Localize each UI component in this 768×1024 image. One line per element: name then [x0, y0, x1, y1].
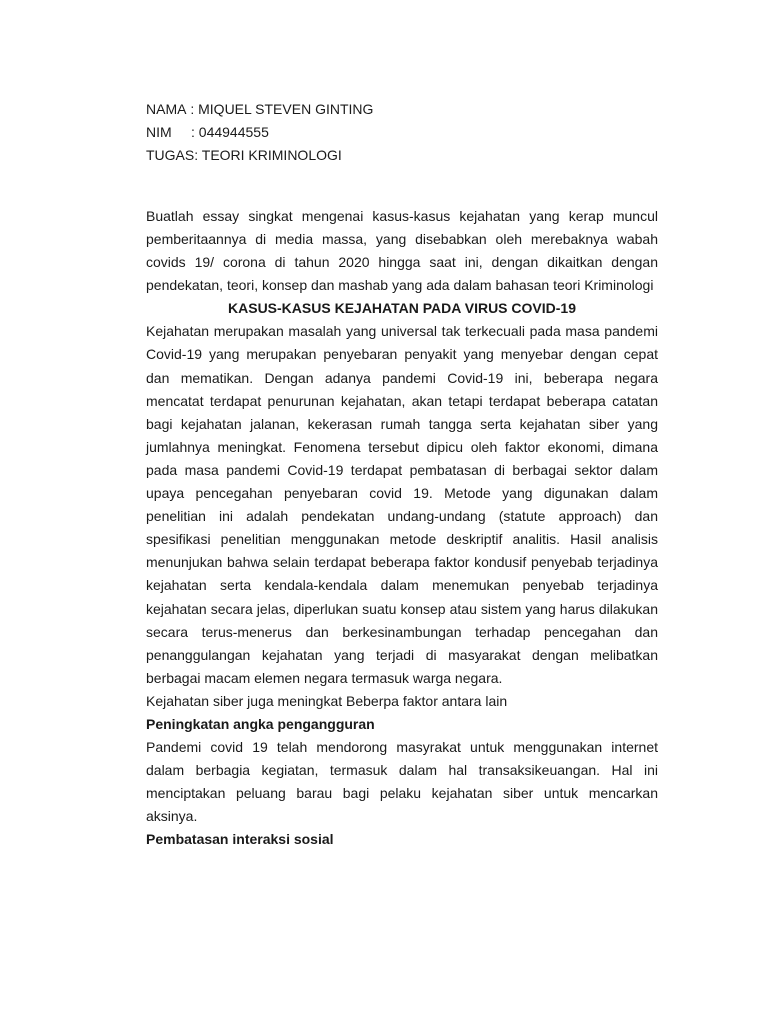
nim-label: NIM: [146, 124, 172, 140]
nama-label: NAMA: [146, 101, 187, 117]
student-info-header: [146, 98, 658, 167]
essay-paragraph-3: Pandemi covid 19 telah mendorong masyrakat untuk menggunakan internet dalam berbagia kegiatan, termasuk dalam hal transaksikeuangan. Hal ini menciptakan peluang barau bagi pelaku kejahatan siber untuk mencarkan aksinya.: [146, 738, 658, 825]
essay-paragraph-1: Kejahatan merupakan masalah yang universal tak terkecuali pada masa pandemi Covid-19 yang merupakan penyebaran penyakit yang menyebar dengan cepat dan mematikan. Dengan adanya pandemi Covid-19 ini, beberapa negara mencatat terdapat penurunan kejahatan, akan tetapi terdapat beberapa catatan bagi kejahatan jalanan, kekerasan rumah tangga serta kejahatan siber yang jumlahnya meningkat. Fenomena tersebut dipicu oleh faktor ekonomi, dimana pada masa pandemi Covid-19 terdapat pembatasan di berbagai sektor dalam upaya pencegahan penyebaran covid 19. Metode yang digunakan dalam penelitian ini adalah pendekatan undang-undang (statute approach) dan spesifikasi penelitian menggunakan metode deskriptif analitis. Hasil analisis menunjukan bahwa selain terdapat beberapa faktor kondusif penyebab terjadinya kejahatan serta kendala-kendala dalam menemukan penyebab terjadinya kejahatan secara jelas, diperlukan suatu konsep atau sistem yang harus dilakukan secara terus-menerus dan berkesinambungan terhadap pencegahan dan penanggulangan kejahatan yang terjadi di masyarakat dengan melibatkan berbagai macam elemen negara termasuk warga negara.: [146, 323, 658, 686]
subheading-unemployment: Peningkatan angka pengangguran: [146, 715, 375, 732]
tugas-label: TUGAS:: [146, 147, 199, 163]
nim-line: [146, 121, 658, 144]
nama-line: [146, 98, 658, 121]
essay-body: [146, 205, 658, 851]
essay-paragraph-2: Kejahatan siber juga meningkat Beberpa faktor antara lain: [146, 692, 508, 709]
nim-value: : 044944555: [191, 124, 269, 140]
essay-title: KASUS-KASUS KEJAHATAN PADA VIRUS COVID-19: [228, 300, 576, 317]
subheading-social-restriction: Pembatasan interaksi sosial: [146, 831, 334, 848]
prompt-paragraph: Buatlah essay singkat mengenai kasus-kasus kejahatan yang kerap muncul pemberitaannya di media massa, yang disebabkan oleh merebaknya wabah covids 19/ corona di tahun 2020 hingga saat ini, dengan dikaitkan dengan pendekatan, teori, konsep dan mashab yang ada dalam bahasan teori Kriminologi: [146, 208, 658, 294]
tugas-value: TEORI KRIMINOLOGI: [201, 147, 342, 163]
nama-value: : MIQUEL STEVEN GINTING: [190, 101, 374, 117]
tugas-line: [146, 144, 658, 167]
